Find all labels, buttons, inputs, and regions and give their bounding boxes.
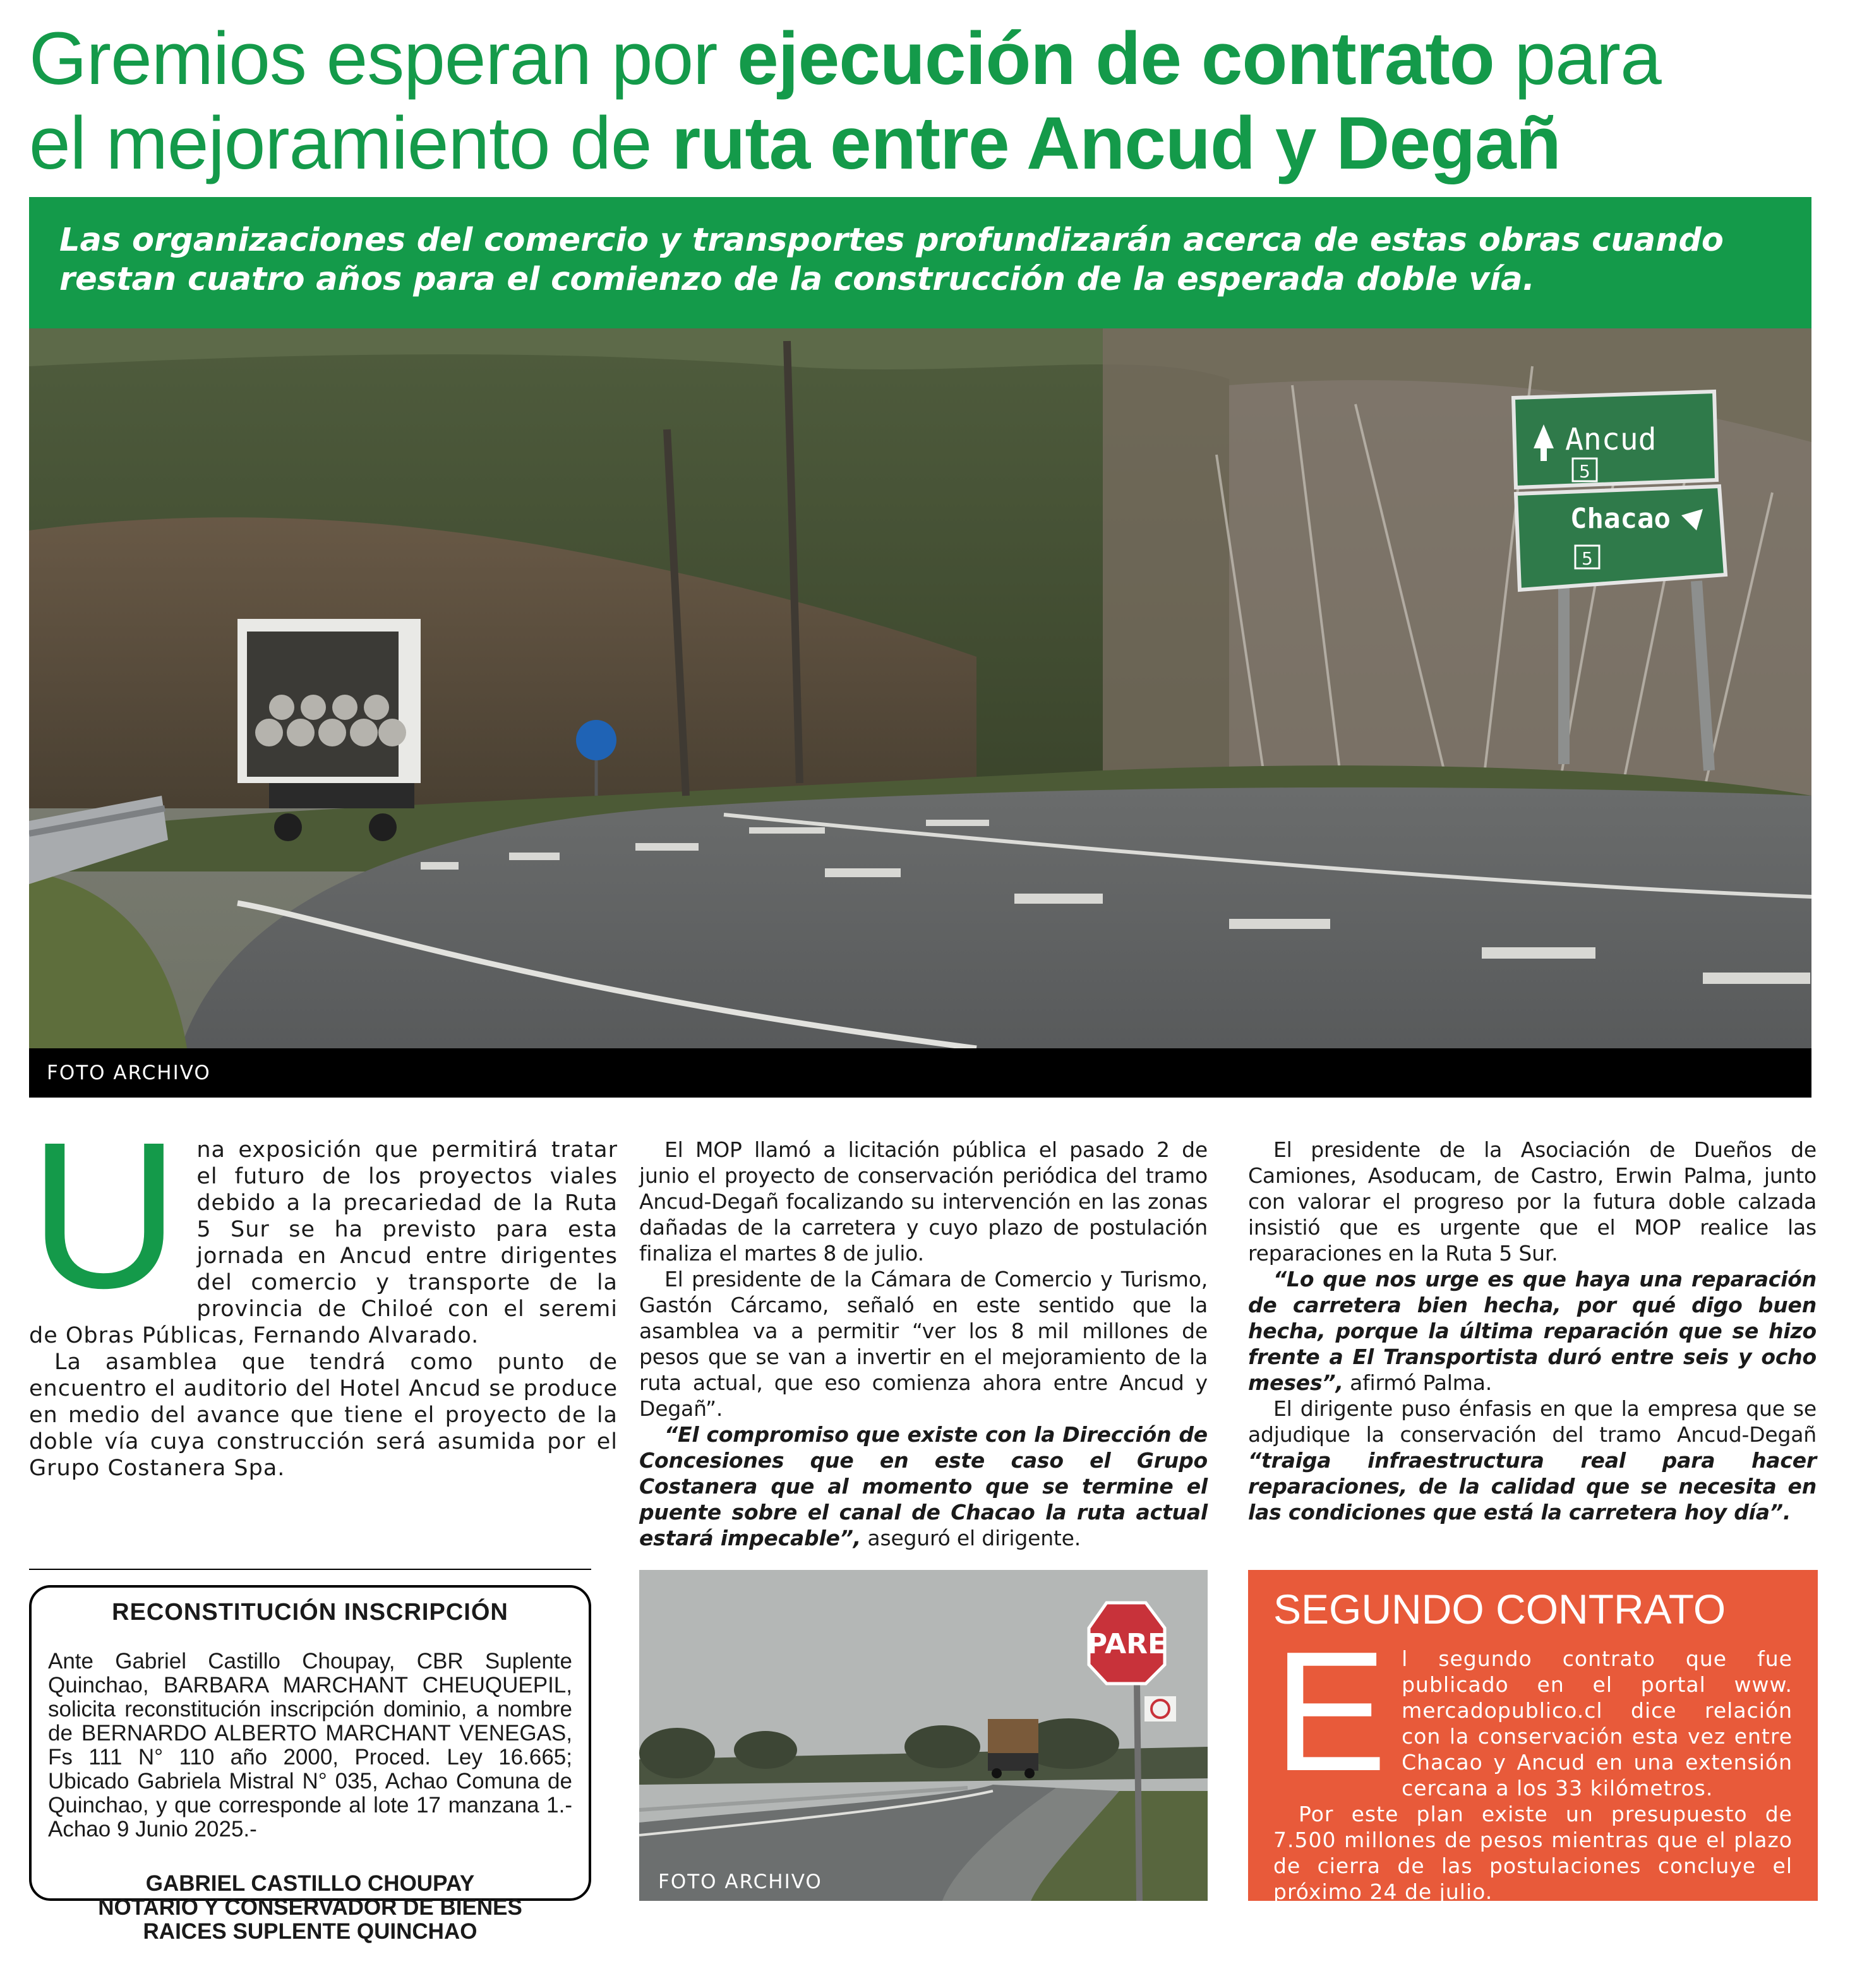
pull-quote: “traiga infraestructura real para hacer reparaciones, de la calidad que se necesita en las condiciones que está la carretera hoy día”. [1248,1448,1817,1524]
signature-line: NOTARIO Y CONSERVADOR DE BIENES [98,1895,522,1920]
deck-subtitle: Las organizaciones del comercio y transportes profundizarán acerca de estas obras cuando restan cuatro años para el comienzo de la construcción de la esperada doble vía. [29,197,1811,328]
headline [29,16,1835,186]
secondary-photo-caption: FOTO ARCHIVO [658,1871,822,1893]
paragraph-head: El dirigente puso énfasis en que la empresa que se adjudique la conservación del tramo Ancud-Degañ [1248,1396,1817,1447]
paragraph [639,1422,1208,1551]
article-column-1 [29,1098,618,1482]
signature-line: RAICES SUPLENTE QUINCHAO [143,1919,478,1944]
pull-quote: “El compromiso que existe con la Dirección de Concesiones que en este caso el Grupo Costanera que al momento que se termine el puente sobre el canal de Chacao la ruta actual estará impecable”, [639,1422,1208,1550]
article-column-3 [1248,1137,1817,1525]
log-truck [988,1719,1038,1778]
road-illustration [29,328,1811,1048]
headline-emphasis: ejecución de contrato [737,17,1494,100]
signature-line: GABRIEL CASTILLO CHOUPAY [145,1871,475,1896]
drop-cap: E [1273,1617,1388,1807]
headline-line-1 [29,16,1835,101]
sign-route-number: 5 [1579,461,1590,482]
highway-illustration [639,1570,1208,1901]
paragraph: La asamblea que tendrá como punto de encuentro el auditorio del Hotel Ancud se produce en medio del avance que tiene el proyecto de la doble vía cuya construcción será asumida por el Grupo Costanera Spa. [29,1350,618,1481]
sign-route-number: 5 [1582,548,1593,569]
paragraph: El presidente de la Cámara de Comercio y Turismo, Gastón Cárcamo, señaló en este sentido que la asamblea va a permitir “ver los 8 mil millones de pesos que se van a invertir en el mejoramiento de la ruta actual, que eso comienza ahora entre Ancud y Degañ”. [639,1267,1208,1421]
pull-quote: “Lo que nos urge es que haya una reparación de carretera bien hecha, por qué digo buen hecha, porque la última reparación que se hizo frente a El Transportista duró entre seis y ocho meses”, [1248,1267,1817,1395]
main-photo-caption: FOTO ARCHIVO [29,1048,1811,1098]
article-column-2 [639,1137,1208,1551]
notice-divider [29,1569,591,1570]
headline-text: para [1494,17,1661,100]
headline-emphasis: ruta entre Ancud y Degañ [671,102,1561,185]
headline-line-2 [29,101,1835,186]
paragraph: El MOP llamó a licitación pública el pasado 2 de junio el proyecto de conservación periódica del tramo Ancud-Degañ focalizando su intervención en las zonas dañadas de la carretera y cuyo plazo de postulación finaliza el martes 8 de julio. [639,1137,1208,1266]
headline-text: el mejoramiento de [29,102,672,185]
main-photo [29,328,1811,1048]
headline-text: Gremios esperan por [29,17,738,100]
paragraph [1248,1266,1817,1396]
secondary-photo [639,1570,1208,1901]
sidebar-title: SEGUNDO CONTRATO [1273,1586,1726,1632]
stop-sign-text: PARE [1086,1628,1167,1660]
paragraph [1248,1396,1817,1525]
paragraph-tail: afirmó Palma. [1343,1370,1493,1395]
sidebar-body [1273,1617,1793,1905]
drop-cap: U [29,1098,181,1331]
notice-title: RECONSTITUCIÓN INSCRIPCIÓN [112,1599,508,1626]
sign-ancud-label: Ancud [1565,422,1657,457]
road-sign-circle [576,720,616,760]
paragraph: Por este plan existe un presupuesto de 7.500 millones de pesos mientras que el plazo de cierra de las postulaciones concluye el próximo 24 de julio. [1273,1802,1793,1904]
notice-signature [48,1872,572,1944]
notice-body: Ante Gabriel Castillo Choupay, CBR Suplente Quinchao, BARBARA MARCHANT CHEUQUEPIL, solicita reconstitución inscripción dominio, a nombre de BERNARDO ALBERTO MARCHANT VENEGAS, Fs 111 N° 110 año 2000, Proced. Ley 16.665; Ubicado Gabriela Mistral N° 035, Achao Comuna de Quinchao, y que corresponde al lote 17 manzana 1.- Achao 9 Junio 2025.- [48,1649,572,1841]
sidebar-box [1248,1570,1818,1904]
paragraph: El presidente de la Asociación de Dueños de Camiones, Asoducam, de Castro, Erwin Palma, junto con valorar el progreso por la futura doble calzada insistió que es urgente que el MOP realice las reparaciones en la Ruta 5 Sur. [1248,1137,1817,1266]
paragraph: na exposición que permitirá tratar el futuro de los proyectos viales debido a la precariedad de la Ruta 5 Sur se ha previsto para esta jornada en Ancud entre dirigentes del comercio y transporte de la provincia de Chiloé con el seremi de Obras Públicas, Fernando Alvarado. [29,1137,618,1348]
legal-notice [29,1585,591,1944]
paragraph-tail: aseguró el dirigente. [861,1526,1081,1550]
paragraph: l segundo contrato que fue publicado en el portal www. mercadopublico.cl dice relación con la conservación esta vez entre Chacao y Ancud en una extensión cercana a los 33 kilómetros. [1402,1646,1793,1800]
sign-chacao-label: Chacao [1570,503,1671,535]
